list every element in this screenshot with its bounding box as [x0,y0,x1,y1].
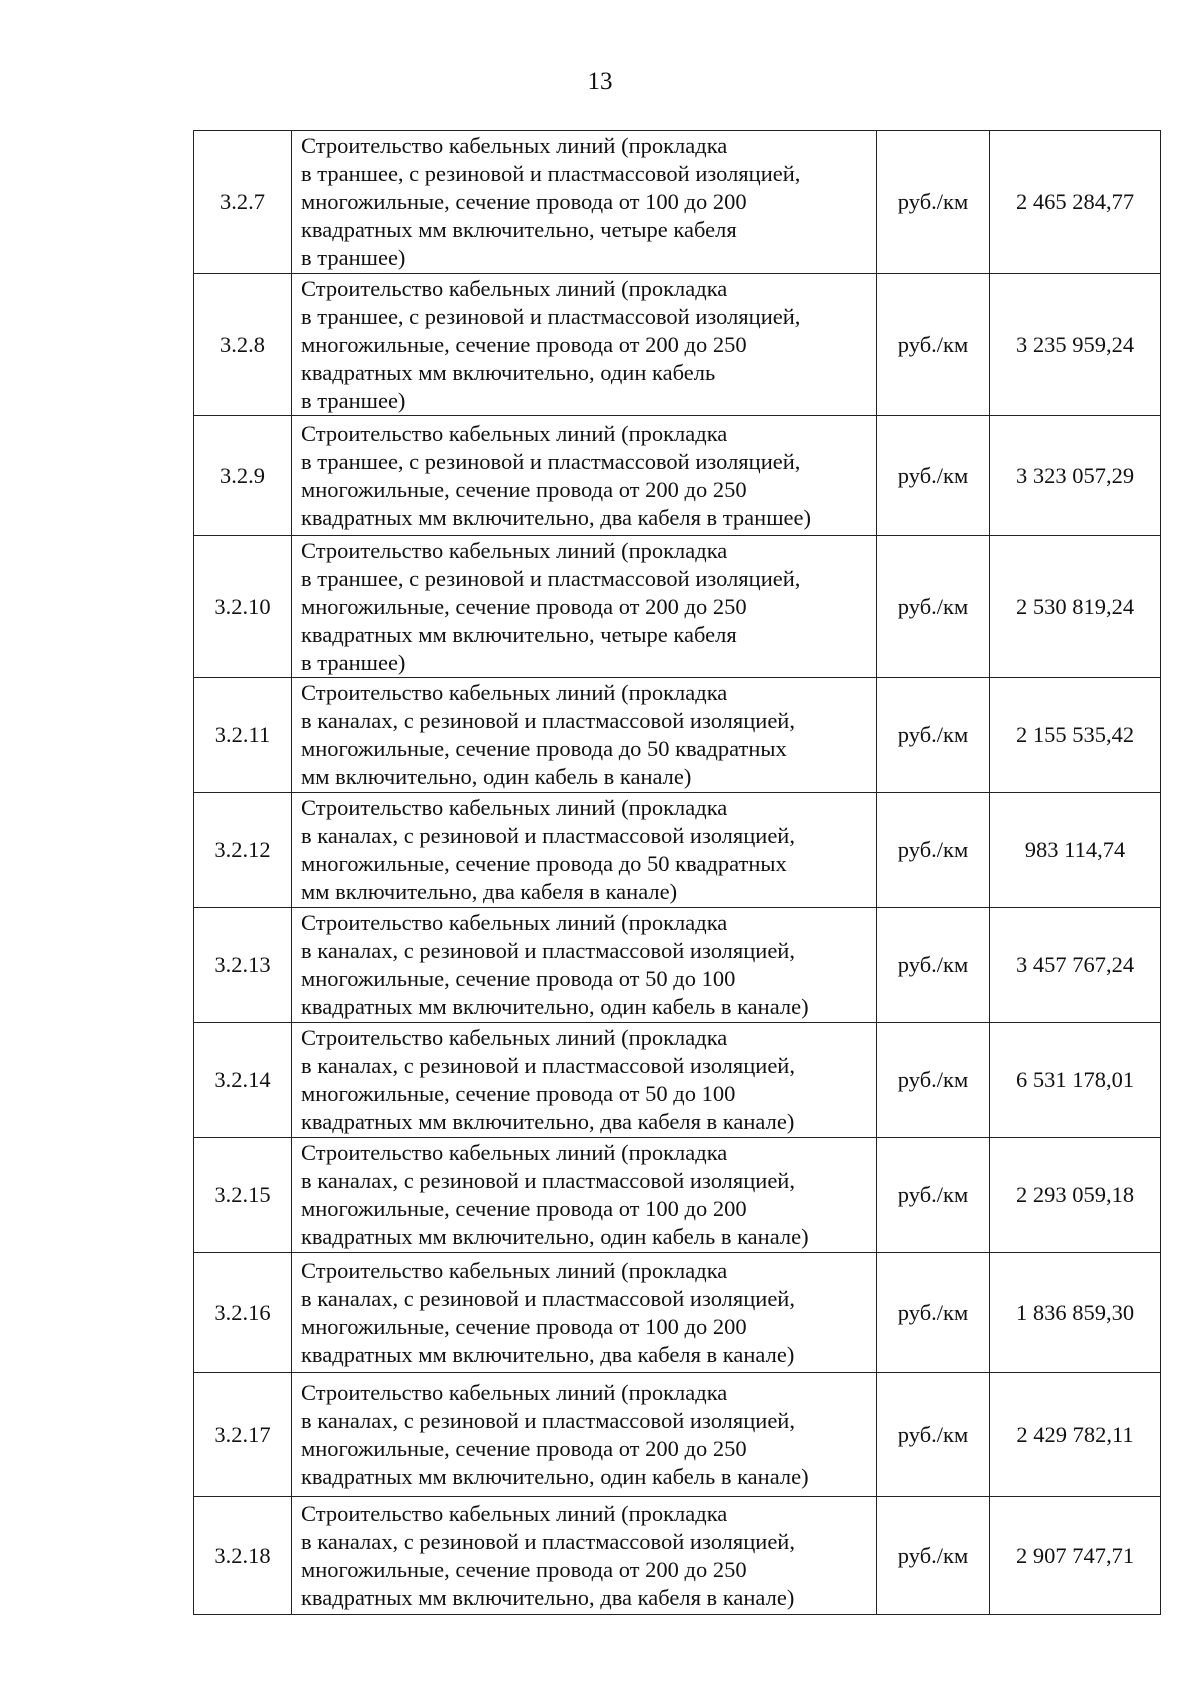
item-unit: руб./км [877,678,990,793]
item-code: 3.2.13 [194,908,292,1023]
table-row [194,793,1161,908]
item-code: 3.2.14 [194,1023,292,1138]
table-row [194,131,1161,274]
table-row [194,1138,1161,1253]
item-price: 3 323 057,29 [990,416,1161,536]
description-line: квадратных мм включительно, один кабель [301,359,716,385]
description-line: многожильные, сечение провода до 50 квадратных [301,851,787,876]
item-code: 3.2.10 [194,536,292,678]
description-line: в каналах, с резиновой и пластмассовой изоляцией, [301,708,795,733]
description-line: в каналах, с резиновой и пластмассовой изоляцией, [301,1168,795,1193]
table-row [194,416,1161,536]
description-line: квадратных мм включительно, один кабель в канале) [301,1463,809,1489]
description-line: Строительство кабельных линий (прокладка [301,420,728,446]
description-line: многожильные, сечение провода от 200 до 250 [301,331,747,357]
item-unit: руб./км [877,1138,990,1253]
description-line: многожильные, сечение провода от 50 до 100 [301,1081,736,1106]
description-line: Строительство кабельных линий (прокладка [301,1257,728,1283]
description-line: многожильные, сечение провода от 100 до 200 [301,1313,747,1339]
description-line: квадратных мм включительно, один кабель в канале) [301,994,809,1019]
description-line: в траншее, с резиновой и пластмассовой изоляцией, [301,565,801,591]
item-price: 2 465 284,77 [990,131,1161,274]
description-line: в каналах, с резиновой и пластмассовой изоляцией, [301,1407,795,1433]
description-line: квадратных мм включительно, два кабеля в канале) [301,1584,795,1610]
description-line: квадратных мм включительно, два кабеля в канале) [301,1109,795,1134]
description-line: квадратных мм включительно, один кабель в канале) [301,1224,809,1249]
item-price: 2 155 535,42 [990,678,1161,793]
description-line: мм включительно, два кабеля в канале) [301,879,678,904]
description-line: квадратных мм включительно, два кабеля в траншее) [301,504,811,530]
description-line: квадратных мм включительно, два кабеля в канале) [301,1341,795,1367]
description-line: Строительство кабельных линий (прокладка [301,1500,728,1526]
description-line: Строительство кабельных линий (прокладка [301,133,728,158]
table-row [194,1373,1161,1497]
item-code: 3.2.17 [194,1373,292,1497]
table-row [194,1253,1161,1373]
item-unit: руб./км [877,1023,990,1138]
item-description [292,536,877,678]
item-description [292,131,877,274]
item-description [292,1373,877,1497]
table-row [194,1497,1161,1615]
table-row [194,274,1161,416]
item-code: 3.2.12 [194,793,292,908]
description-line: в каналах, с резиновой и пластмассовой изоляцией, [301,1285,795,1311]
item-unit: руб./км [877,793,990,908]
description-line: в каналах, с резиновой и пластмассовой изоляцией, [301,823,795,848]
item-unit: руб./км [877,908,990,1023]
item-description [292,678,877,793]
item-description [292,1023,877,1138]
tariff-table-body [194,131,1161,1615]
item-description [292,1497,877,1615]
table-row [194,1023,1161,1138]
item-unit: руб./км [877,274,990,416]
description-line: многожильные, сечение провода от 200 до 250 [301,1556,747,1582]
item-price: 2 530 819,24 [990,536,1161,678]
tariff-table [193,130,1161,1615]
description-line: многожильные, сечение провода до 50 квадратных [301,736,787,761]
item-description [292,908,877,1023]
item-price: 2 907 747,71 [990,1497,1161,1615]
description-line: в траншее, с резиновой и пластмассовой изоляцией, [301,448,801,474]
item-unit: руб./км [877,1373,990,1497]
description-line: Строительство кабельных линий (прокладка [301,795,728,820]
description-line: мм включительно, один кабель в канале) [301,764,692,789]
description-line: Строительство кабельных линий (прокладка [301,1140,728,1165]
description-line: квадратных мм включительно, четыре кабеля [301,217,737,242]
table-row [194,536,1161,678]
description-line: в каналах, с резиновой и пластмассовой изоляцией, [301,1053,795,1078]
item-code: 3.2.15 [194,1138,292,1253]
item-unit: руб./км [877,536,990,678]
item-description [292,1253,877,1373]
description-line: многожильные, сечение провода от 200 до 250 [301,593,747,619]
item-code: 3.2.11 [194,678,292,793]
page-number: 13 [587,68,613,95]
item-price: 1 836 859,30 [990,1253,1161,1373]
description-line: многожильные, сечение провода от 200 до 250 [301,1435,747,1461]
item-unit: руб./км [877,131,990,274]
item-description [292,274,877,416]
item-price: 2 293 059,18 [990,1138,1161,1253]
item-unit: руб./км [877,416,990,536]
description-line: Строительство кабельных линий (прокладка [301,275,728,301]
item-description [292,1138,877,1253]
description-line: в каналах, с резиновой и пластмассовой изоляцией, [301,938,795,963]
description-line: квадратных мм включительно, четыре кабеля [301,621,737,647]
item-code: 3.2.16 [194,1253,292,1373]
item-code: 3.2.7 [194,131,292,274]
description-line: в траншее) [301,245,406,270]
description-line: Строительство кабельных линий (прокладка [301,680,728,705]
item-price: 6 531 178,01 [990,1023,1161,1138]
item-description [292,793,877,908]
description-line: в каналах, с резиновой и пластмассовой изоляцией, [301,1528,795,1554]
description-line: многожильные, сечение провода от 50 до 100 [301,966,736,991]
description-line: в траншее) [301,387,406,413]
description-line: многожильные, сечение провода от 100 до 200 [301,1196,747,1221]
table-row [194,678,1161,793]
description-line: в траншее, с резиновой и пластмассовой изоляцией, [301,161,801,186]
description-line: в траншее) [301,649,406,675]
table-row [194,908,1161,1023]
description-line: Строительство кабельных линий (прокладка [301,1025,728,1050]
item-code: 3.2.8 [194,274,292,416]
description-line: в траншее, с резиновой и пластмассовой изоляцией, [301,303,801,329]
description-line: Строительство кабельных линий (прокладка [301,1379,728,1405]
item-price: 2 429 782,11 [990,1373,1161,1497]
item-price: 3 457 767,24 [990,908,1161,1023]
description-line: многожильные, сечение провода от 100 до 200 [301,189,747,214]
item-price: 983 114,74 [990,793,1161,908]
description-line: Строительство кабельных линий (прокладка [301,537,728,563]
item-unit: руб./км [877,1253,990,1373]
item-code: 3.2.9 [194,416,292,536]
item-code: 3.2.18 [194,1497,292,1615]
item-unit: руб./км [877,1497,990,1615]
description-line: многожильные, сечение провода от 200 до 250 [301,476,747,502]
item-price: 3 235 959,24 [990,274,1161,416]
description-line: Строительство кабельных линий (прокладка [301,910,728,935]
item-description [292,416,877,536]
